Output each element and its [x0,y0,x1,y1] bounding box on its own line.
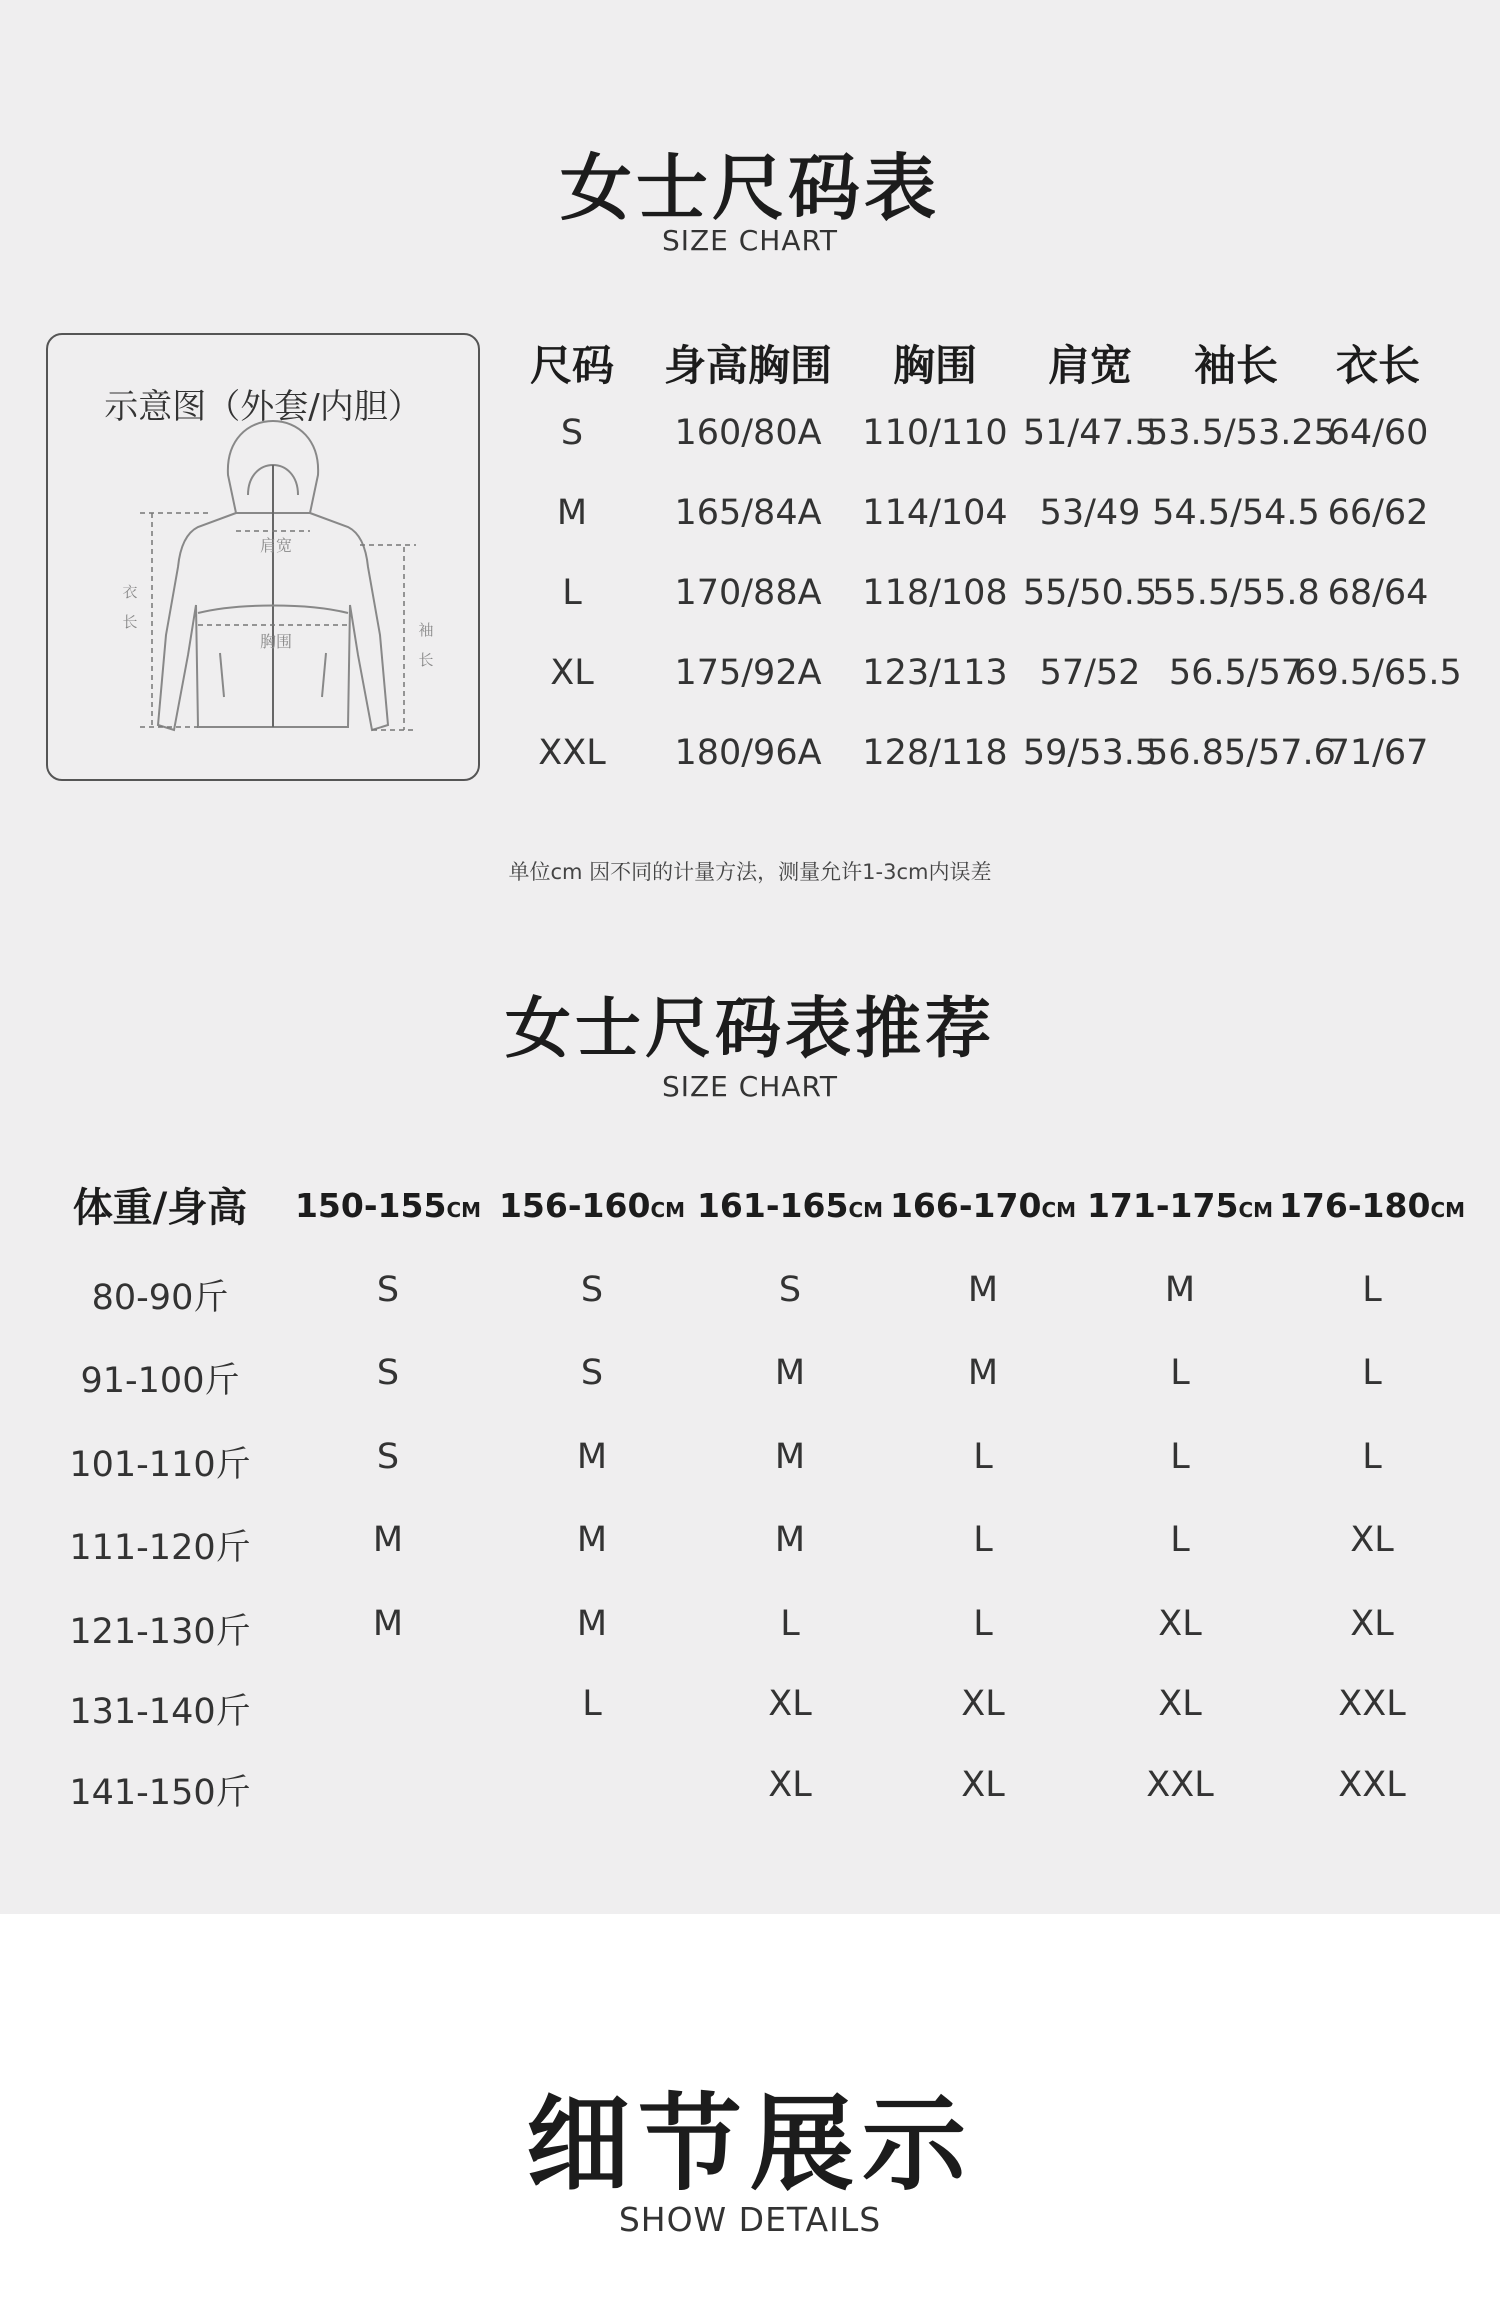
height-range: 156-160 [498,1186,651,1225]
recommended-size-cell: XXL [1146,1765,1214,1805]
size-table-cell: 53/49 [1039,493,1141,533]
recommended-size-cell: M [967,1353,999,1393]
jacket-diagram-card [46,333,480,781]
size-table-cell: 180/96A [674,733,822,773]
size-table-header: 肩宽 [1047,341,1132,390]
recommended-size-cell: XXL [1338,1765,1406,1805]
height-range: 161-165 [696,1186,849,1225]
size-table-cell: 128/118 [862,733,1008,773]
size-table-cell: 64/60 [1327,413,1429,453]
height-column-header [492,1186,692,1225]
size-table-cell: 175/92A [674,653,822,693]
size-chart-subtitle: SIZE CHART [661,224,839,257]
height-unit: CM [446,1198,482,1222]
size-table-cell: 55/50.5 [1022,573,1158,613]
recommended-size-cell: L [1362,1437,1382,1477]
height-range: 150-155 [294,1186,447,1225]
details-title: 细节展示 [525,2083,974,2205]
recommend-subtitle: SIZE CHART [661,1070,839,1103]
recommended-size-cell: S [376,1437,400,1477]
recommend-title: 女士尺码表推荐 [505,990,995,1067]
weight-row-label: 141-150斤 [69,1773,251,1813]
size-table-header: 胸围 [892,341,977,390]
recommended-size-cell: M [576,1437,608,1477]
size-table-cell: 59/53.5 [1022,733,1158,773]
size-table-cell: 54.5/54.5 [1152,493,1320,533]
details-subtitle: SHOW DETAILS [618,2200,882,2239]
size-table-cell: 170/88A [674,573,822,613]
length-mark-1: 衣 [122,583,138,601]
height-column-header [1272,1186,1472,1225]
recommended-size-cell: S [580,1270,604,1310]
weight-row-label: 80-90斤 [91,1278,229,1318]
size-table-cell: 56.85/57.6 [1146,733,1336,773]
recommended-size-cell: S [778,1270,802,1310]
height-column-header [1080,1186,1280,1225]
size-table-cell: 123/113 [862,653,1008,693]
recommended-size-cell: M [372,1520,404,1560]
size-table-cell: 114/104 [862,493,1008,533]
size-table-cell: 56.5/57 [1168,653,1304,693]
height-unit: CM [1041,1198,1077,1222]
length-mark-2: 长 [122,613,138,631]
size-table-cell: L [562,573,582,613]
size-table-cell: XXL [538,733,606,773]
recommended-size-cell: M [576,1604,608,1644]
recommended-size-cell: M [967,1270,999,1310]
recommend-corner-header: 体重/身高 [72,1185,248,1231]
weight-row-label: 91-100斤 [80,1361,240,1401]
weight-row-label: 111-120斤 [69,1528,251,1568]
height-column-header [288,1186,488,1225]
recommended-size-cell: XL [961,1684,1005,1724]
height-range: 171-175 [1086,1186,1239,1225]
recommended-size-cell: XL [961,1765,1005,1805]
recommended-size-cell: M [576,1520,608,1560]
size-table-cell: S [560,413,584,453]
size-table-header: 衣长 [1335,341,1420,390]
size-table-cell: XL [550,653,594,693]
weight-row-label: 101-110斤 [69,1445,251,1485]
height-unit: CM [1430,1198,1466,1222]
size-table-cell: 53.5/53.25 [1146,413,1336,453]
recommended-size-cell: XL [768,1765,812,1805]
height-unit: CM [650,1198,686,1222]
recommended-size-cell: M [774,1437,806,1477]
size-table-cell: 66/62 [1327,493,1429,533]
recommended-size-cell: M [774,1520,806,1560]
recommended-size-cell: L [780,1604,800,1644]
recommended-size-cell: L [973,1437,993,1477]
chest-mark: 胸围 [259,632,293,651]
size-table-cell: 110/110 [862,413,1008,453]
height-range: 166-170 [889,1186,1042,1225]
recommended-size-cell: L [1170,1437,1190,1477]
recommended-size-cell: L [1362,1270,1382,1310]
height-range: 176-180 [1278,1186,1431,1225]
size-table-cell: 118/108 [862,573,1008,613]
size-table-cell: 57/52 [1039,653,1141,693]
recommended-size-cell: XL [1158,1604,1202,1644]
recommended-size-cell: L [1362,1353,1382,1393]
size-table-cell: 69.5/65.5 [1294,653,1462,693]
recommended-size-cell: L [1170,1520,1190,1560]
weight-row-label: 121-130斤 [69,1612,251,1652]
recommended-size-cell: XL [1350,1604,1394,1644]
size-table-cell: 165/84A [674,493,822,533]
recommended-size-cell: M [774,1353,806,1393]
recommended-size-cell: XL [1350,1520,1394,1560]
recommended-size-cell: S [580,1353,604,1393]
recommended-size-cell: S [376,1353,400,1393]
size-table-cell: 68/64 [1327,573,1429,613]
size-table-header: 尺码 [529,341,614,390]
size-table-cell: 51/47.5 [1022,413,1158,453]
size-table-cell: 71/67 [1327,733,1429,773]
recommended-size-cell: M [372,1604,404,1644]
size-table-cell: 55.5/55.8 [1152,573,1320,613]
size-chart-title: 女士尺码表 [559,146,940,230]
recommended-size-cell: L [973,1604,993,1644]
diagram-label: 示意图（外套/内胆） [104,387,422,427]
sleeve-mark-1: 袖 [418,621,434,639]
recommended-size-cell: XXL [1338,1684,1406,1724]
shoulder-mark: 肩宽 [259,536,293,555]
height-column-header [883,1186,1083,1225]
size-table-cell: M [556,493,588,533]
jacket-diagram-icon [48,335,478,779]
height-unit: CM [1238,1198,1274,1222]
size-table-header: 袖长 [1193,341,1278,390]
sleeve-mark-2: 长 [418,651,434,669]
height-unit: CM [848,1198,884,1222]
height-column-header [690,1186,890,1225]
measurement-note: 单位cm 因不同的计量方法，测量允许1-3cm内误差 [508,860,992,884]
weight-row-label: 131-140斤 [69,1692,251,1732]
size-table-header: 身高胸围 [663,341,832,390]
size-table-cell: 160/80A [674,413,822,453]
recommended-size-cell: L [1170,1353,1190,1393]
recommended-size-cell: L [582,1684,602,1724]
recommended-size-cell: XL [1158,1684,1202,1724]
recommended-size-cell: M [1164,1270,1196,1310]
recommended-size-cell: L [973,1520,993,1560]
recommended-size-cell: S [376,1270,400,1310]
recommended-size-cell: XL [768,1684,812,1724]
